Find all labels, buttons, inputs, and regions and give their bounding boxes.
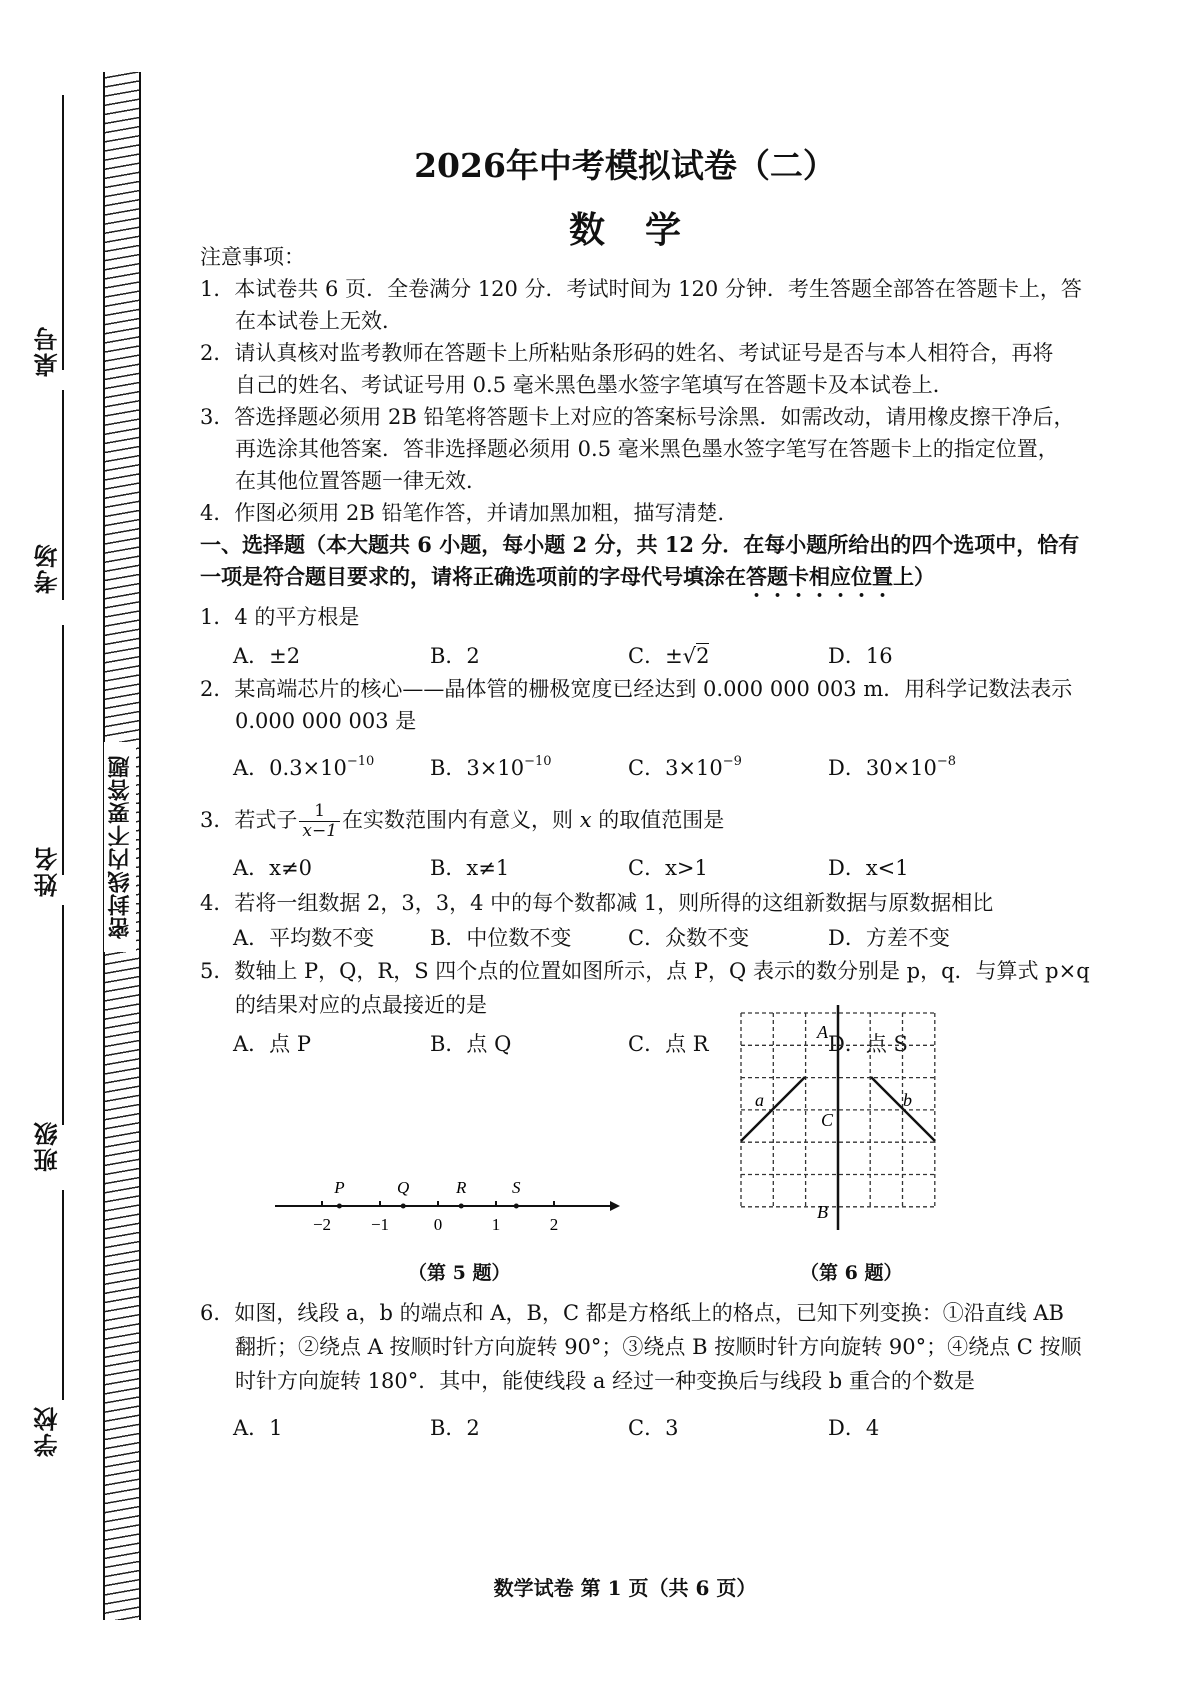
q2-option-c: C．$3\times 10^{-9}$ [628,754,742,780]
q3-option-b: B．x≠1 [430,856,510,880]
q6-option-a: A．1 [233,1416,283,1440]
label-b: b [903,1090,912,1110]
q3-option-a: A．x≠0 [233,856,312,880]
point-label-Q: Q [397,1178,410,1197]
exam-room-label: 考场 [33,542,62,594]
q1-option-a: A．±2 [233,644,301,668]
label-B: B [817,1202,828,1222]
q1-option-c: C．±√2 [628,644,710,668]
q4-option-d: D．方差不变 [828,926,950,950]
section-1-heading: 一、选择题（本大题共 6 小题，每小题 2 分，共 12 分．在每小题所给出的四个选项中，恰有 [200,532,1080,557]
q4-option-b: B．中位数不变 [430,926,572,950]
q1-option-b: B．2 [430,644,480,668]
notice-item-4: 4．作图必须用 2B 铅笔作答，并请加黑加粗，描写清楚． [200,501,739,525]
number-line-figure [270,1175,620,1245]
q5-stem: 5．数轴上 P，Q，R，S 四个点的位置如图所示，点 P，Q 表示的数分别是 p，q．与算式 p×q [200,959,1090,983]
q4-option-c: C．众数不变 [628,926,750,950]
point-Q [401,1204,406,1209]
q6-stem: 6．如图，线段 a，b 的端点和 A，B，C 都是方格纸上的格点，已知下列变换：①沿直线 AB [200,1301,1064,1325]
section-1-heading-cont: 一项是符合题目要求的，请将正确选项前的字母代号填涂在答题卡相应位置上） [200,564,935,589]
q5-option-c: C．点 R [628,1032,709,1056]
notice-item-3: 3．答选择题必须用 2B 铅笔将答题卡上对应的答案标号涂黑．如需改动，请用橡皮擦干净后， [200,405,1075,429]
q6-caption: （第 6 题） [800,1262,903,1284]
notice-item-3-cont2: 在其他位置答题一律无效． [235,469,487,493]
subject-title: 数学 [568,209,721,251]
point-S [514,1204,519,1209]
q6-stem-cont2: 时针方向旋转 180°．其中，能使线段 a 经过一种变换后与线段 b 重合的个数是 [235,1369,975,1393]
q6-option-b: B．2 [430,1416,480,1440]
q3-stem: 3．若式子 $\frac{1}{x-1}$ 在实数范围内有意义，则 x 的取值范围是 [200,801,725,841]
label-a: a [755,1090,764,1110]
q5-stem-cont: 的结果对应的点最接近的是 [235,993,487,1017]
q5-option-a: A．点 P [233,1032,311,1056]
school-label: 学校 [33,1405,62,1457]
q3-option-c: C．x>1 [628,856,708,880]
q6-option-c: C．3 [628,1416,679,1440]
q6-option-d: D．4 [828,1416,880,1440]
emphasis-text: 答题卡相应位置 [746,564,893,589]
q2-stem-cont: 0.000 000 003 是 [235,709,417,733]
q5-option-b: B．点 Q [430,1032,512,1056]
tick-label: 1 [491,1215,501,1234]
page-footer: 数学试卷 第 1 页（共 6 页） [493,1576,757,1600]
q2-option-a: A．$0.3\times 10^{-10}$ [233,754,375,780]
q3-option-d: D．x<1 [828,856,909,880]
fraction: $\frac{1}{x-1}$ [299,802,340,841]
tick-label: 0 [433,1215,443,1234]
name-label: 姓名 [33,845,62,897]
q2-stem: 2．某高端芯片的核心——晶体管的栅极宽度已经达到 0.000 000 003 m．用科学记数法表示 [200,677,1073,701]
tick-label: −1 [370,1215,390,1234]
point-R [459,1204,464,1209]
label-A: A [817,1022,828,1042]
point-label-S: S [512,1178,521,1197]
seal-notice: 密封线内不要答题 [104,742,136,952]
point-P [337,1204,342,1209]
tick-label: −2 [312,1215,332,1234]
q1-option-d: D．16 [828,644,893,668]
school-line [62,1190,64,1400]
sqrt-symbol: √ [682,644,697,668]
q5-caption: （第 5 题） [408,1262,511,1284]
q4-stem: 4．若将一组数据 2，3，3，4 中的每个数都减 1，则所得的这组新数据与原数据相比 [200,891,994,915]
q4-option-a: A．平均数不变 [233,926,375,950]
q2-option-b: B．$3\times 10^{-10}$ [430,754,552,780]
notice-item-1-cont: 在本试卷上无效． [235,309,403,333]
label-C: C [821,1110,834,1130]
notice-item-3-cont: 再选涂其他答案．答非选择题必须用 0.5 毫米黑色墨水签字笔写在答题卡上的指定位置， [235,437,1059,461]
notice-item-2-cont: 自己的姓名、考试证号用 0.5 毫米黑色墨水签字笔填写在答题卡及本试卷上． [235,373,954,397]
exam-title: 2026年中考模拟试卷（二） [414,146,836,185]
class-label: 班级 [33,1120,62,1172]
name-line [62,625,64,875]
q1-stem: 1．4 的平方根是 [200,605,360,629]
point-label-R: R [456,1178,467,1197]
q6-stem-cont: 翻折；②绕点 A 按顺时针方向旋转 90°；③绕点 B 按顺时针方向旋转 90°；④绕点 C 按顺 [235,1335,1082,1359]
class-line [62,905,64,1125]
q5-option-d: D．点 S [828,1032,908,1056]
notice-item-2: 2．请认真核对监考教师在答题卡上所粘贴条形码的姓名、考试证号是否与本人相符合，再将 [200,341,1054,365]
grid-figure [735,1002,945,1247]
point-label-P: P [334,1178,345,1197]
notice-item-1: 1．本试卷共 6 页．全卷满分 120 分．考试时间为 120 分钟．考生答题全部答在答题卡上，答 [200,277,1082,301]
tick-label: 2 [549,1215,559,1234]
q2-option-d: D．$30\times 10^{-8}$ [828,754,957,780]
desk-number-label: 桌号 [33,325,62,377]
notice-heading: 注意事项： [200,245,305,269]
